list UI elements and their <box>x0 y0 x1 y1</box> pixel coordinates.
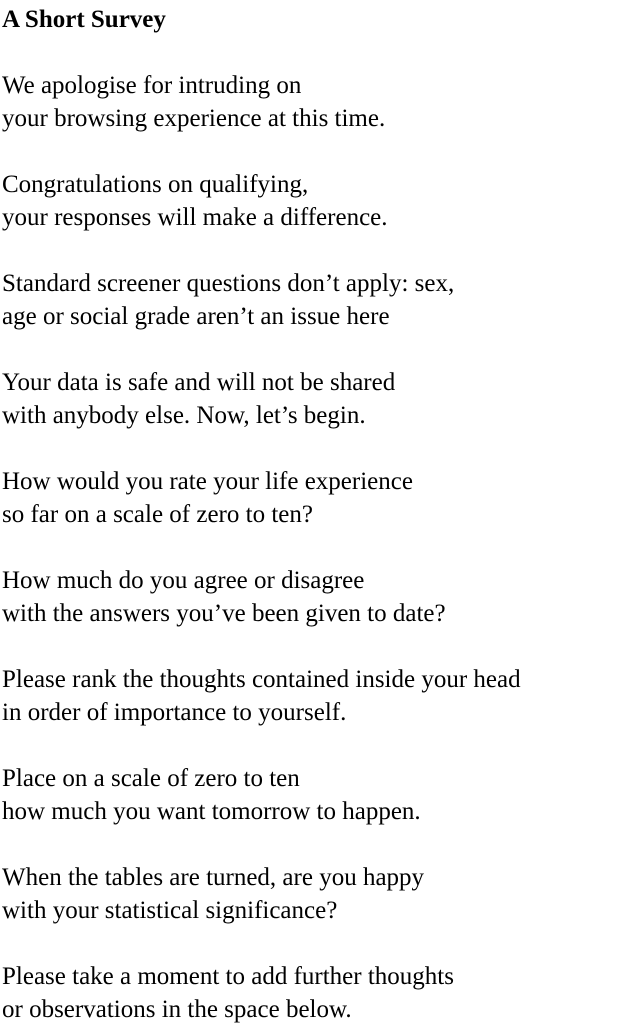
stanza-line: How much do you agree or disagree <box>2 565 624 598</box>
stanza-1 <box>2 70 624 135</box>
stanza-line: Please rank the thoughts contained inside your head <box>2 664 624 697</box>
stanza-line: with anybody else. Now, let’s begin. <box>2 400 624 433</box>
stanza-line: your responses will make a difference. <box>2 202 624 235</box>
stanza-line: in order of importance to yourself. <box>2 697 624 730</box>
stanza-line: Standard screener questions don’t apply: sex, <box>2 268 624 301</box>
stanza-line: Place on a scale of zero to ten <box>2 763 624 796</box>
stanza-line: age or social grade aren’t an issue here <box>2 301 624 334</box>
stanza-line: When the tables are turned, are you happy <box>2 862 624 895</box>
stanza-line: your browsing experience at this time. <box>2 103 624 136</box>
stanza-line: Your data is safe and will not be shared <box>2 367 624 400</box>
stanza-line: with the answers you’ve been given to date? <box>2 598 624 631</box>
stanza-9 <box>2 862 624 927</box>
stanza-line: how much you want tomorrow to happen. <box>2 796 624 829</box>
stanza-line: Please take a moment to add further thoughts <box>2 961 624 994</box>
stanza-6 <box>2 565 624 630</box>
stanza-line: How would you rate your life experience <box>2 466 624 499</box>
poem-title: A Short Survey <box>2 4 624 36</box>
stanza-8 <box>2 763 624 828</box>
stanza-line: so far on a scale of zero to ten? <box>2 499 624 532</box>
stanza-5 <box>2 466 624 531</box>
stanza-3 <box>2 268 624 333</box>
stanza-line: Congratulations on qualifying, <box>2 169 624 202</box>
stanza-4 <box>2 367 624 432</box>
stanza-line: We apologise for intruding on <box>2 70 624 103</box>
stanza-10 <box>2 961 624 1026</box>
stanza-7 <box>2 664 624 729</box>
stanza-line: or observations in the space below. <box>2 994 624 1026</box>
stanza-line: with your statistical significance? <box>2 895 624 928</box>
stanza-2 <box>2 169 624 234</box>
poem <box>2 4 624 1026</box>
